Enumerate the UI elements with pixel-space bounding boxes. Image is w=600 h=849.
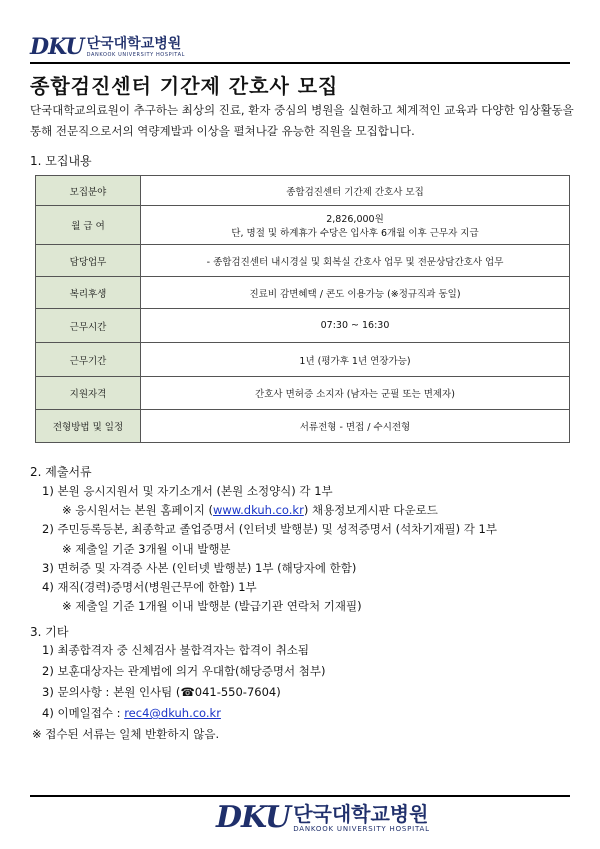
bottom-divider [30,795,570,797]
header-logo-korean-name: 단국대학교병원 [86,35,182,52]
list-item [42,703,325,724]
row-label: 전형방법 및 일정 [36,410,141,443]
row-value: 1년 (평가후 1년 연장가능) [141,343,570,377]
section1-heading: 1. 모집내용 [30,154,92,168]
footer-logo-mark: DKU [216,800,291,835]
list-item: 3) 문의사항 : 본원 인사팀 (☎041-550-7604) [42,685,281,699]
email-label: 4) 이메일접수 : [42,706,125,720]
email-link[interactable]: rec4@dkuh.co.kr [124,706,221,720]
list-item: 2) 주민등록등본, 최종학교 졸업증명서 (인터넷 발행분) 및 성적증명서 (석차기재필) 각 1부 [42,522,497,537]
header-logo-mark: DKU [30,34,84,60]
list-item-note: ※ 제출일 기준 1개월 이내 발행분 (발급기관 연락처 기재필) [62,599,362,614]
table-row [36,410,570,443]
row-value: 07:30 ~ 16:30 [141,309,570,343]
table-row [36,206,570,245]
row-label: 월 급 여 [36,206,141,245]
header-hospital-logo [30,36,185,58]
list-item-note [42,501,497,520]
footer-logo-korean-name: 단국대학교병원 [293,801,429,826]
return-notice: ※ 접수된 서류는 일체 반환하지 않음. [32,727,220,741]
list-item: 1) 최종합격자 중 신체검사 불합격자는 합격이 취소됨 [42,643,310,657]
table-row [36,377,570,410]
recruitment-info-table [35,175,570,443]
top-divider [30,62,570,64]
row-label: 담당업무 [36,245,141,277]
row-value: 종합검진센터 기간제 간호사 모집 [141,176,570,206]
salary-amount: 2,826,000원 [326,214,384,225]
table-row [36,277,570,309]
row-label: 복리후생 [36,277,141,309]
row-label: 근무기간 [36,343,141,377]
row-value [141,206,570,245]
row-value: - 종합검진센터 내시경실 및 회복실 간호사 업무 및 전문상담간호사 업무 [141,245,570,277]
section2-heading: 2. 제출서류 [30,465,92,479]
intro-paragraph: 단국대학교의료원이 추구하는 최상의 진료, 환자 중심의 병원을 실현하고 체계적인 교육과 다양한 임상활동을 통해 전문직으로서의 역량계발과 이상을 펼쳐나갈 유능한 직원을 모집합니다. [30,103,574,138]
row-label: 근무시간 [36,309,141,343]
note-text: ) 채용정보게시판 다운로드 [303,503,438,518]
row-label: 지원자격 [36,377,141,410]
list-item: 2) 보훈대상자는 관계법에 의거 우대함(해당증명서 첨부) [42,664,326,678]
table-row [36,343,570,377]
required-documents-list [42,482,497,616]
header-logo-english-name: DANKOOK UNIVERSITY HOSPITAL [86,51,185,58]
table-row [36,309,570,343]
row-label: 모집분야 [36,176,141,206]
row-value: 간호사 면허증 소지자 (남자는 군필 또는 면제자) [141,377,570,410]
note-text: ※ 응시원서는 본원 홈페이지 ( [62,503,213,518]
salary-note: 단, 명절 및 하계휴가 수당은 입사후 6개월 이후 근무자 지급 [231,228,479,239]
list-item: 1) 본원 응시지원서 및 자기소개서 (본원 소정양식) 각 1부 [42,484,333,498]
other-notes-list [32,640,326,745]
footer-logo-english-name: DANKOOK UNIVERSITY HOSPITAL [293,824,430,833]
list-item: 4) 재직(경력)증명서(병원근무에 한함) 1부 [42,580,257,595]
section3-heading: 3. 기타 [30,625,69,639]
homepage-link[interactable]: www.dkuh.co.kr [212,503,304,518]
list-item: 3) 면허증 및 자격증 사본 (인터넷 발행분) 1부 (해당자에 한함) [42,560,357,575]
list-item-note: ※ 제출일 기준 3개월 이내 발행분 [62,541,231,556]
table-row [36,245,570,277]
row-value: 진료비 감면혜택 / 콘도 이용가능 (※정규직과 동일) [141,277,570,309]
page-title: 종합검진센터 기간제 간호사 모집 [30,74,339,98]
row-value: 서류전형 - 면접 / 수시전형 [141,410,570,443]
table-row [36,176,570,206]
footer-hospital-logo [216,800,430,835]
